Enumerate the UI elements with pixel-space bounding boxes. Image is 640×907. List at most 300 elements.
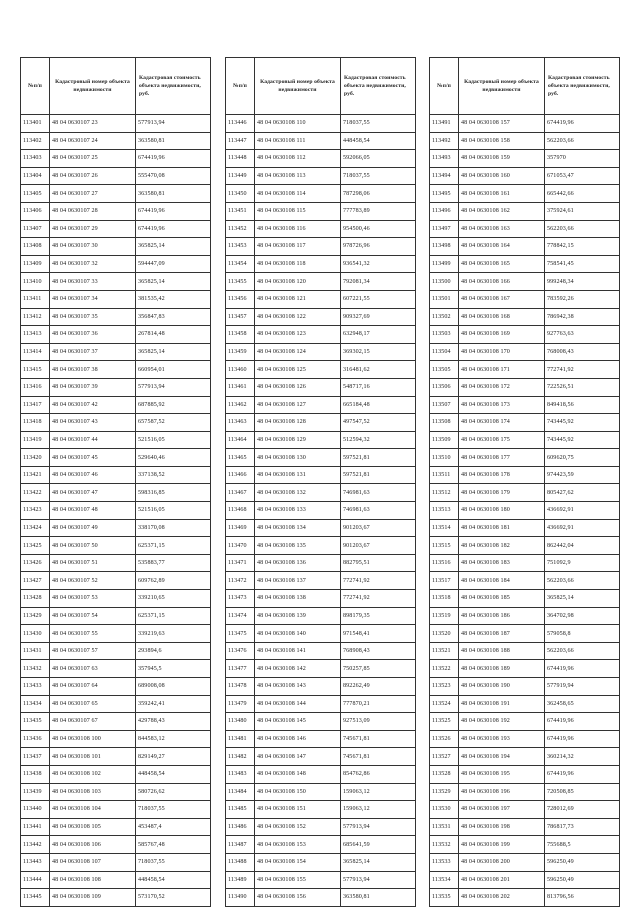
cadastral-number: 48 04 0630108 157: [459, 115, 545, 133]
cadastral-number: 48 04 0630108 161: [459, 185, 545, 203]
cadastral-number: 48 04 0630108 115: [255, 202, 341, 220]
cadastral-number: 48 04 0630108 201: [459, 871, 545, 889]
row-number: 113428: [21, 590, 50, 608]
cadastral-cost: 768008,43: [545, 343, 620, 361]
table-row: [21, 590, 211, 608]
table-row: [226, 554, 416, 572]
cadastral-number: 48 04 0630108 197: [459, 801, 545, 819]
row-number: 113515: [430, 537, 459, 555]
cadastral-cost: 783592,26: [545, 290, 620, 308]
row-number: 113456: [226, 290, 255, 308]
row-number: 113455: [226, 273, 255, 291]
table-row: [226, 783, 416, 801]
table-row: [226, 572, 416, 590]
row-number: 113524: [430, 695, 459, 713]
cadastral-number: 48 04 0630108 181: [459, 519, 545, 537]
table-row: [430, 202, 620, 220]
table-row: [430, 273, 620, 291]
cadastral-cost: 596250,49: [545, 871, 620, 889]
table-row: [430, 378, 620, 396]
table-row: [21, 466, 211, 484]
table-row: [21, 642, 211, 660]
row-number: 113506: [430, 378, 459, 396]
cadastral-number: 48 04 0630108 117: [255, 238, 341, 256]
cadastral-number: 48 04 0630107 44: [50, 431, 136, 449]
row-number: 113479: [226, 695, 255, 713]
row-number: 113403: [21, 150, 50, 168]
cadastral-cost: 901203,67: [341, 537, 416, 555]
cadastral-cost: 521516,05: [136, 431, 211, 449]
row-number: 113408: [21, 238, 50, 256]
row-number: 113405: [21, 185, 50, 203]
table-row: [21, 695, 211, 713]
cadastral-cost: 671053,47: [545, 167, 620, 185]
row-number: 113501: [430, 290, 459, 308]
row-number: 113430: [21, 625, 50, 643]
cadastral-number: 48 04 0630108 133: [255, 502, 341, 520]
cadastral-number: 48 04 0630108 100: [50, 730, 136, 748]
cadastral-cost: 882795,51: [341, 554, 416, 572]
row-number: 113462: [226, 396, 255, 414]
table-row: [226, 642, 416, 660]
table-row: [430, 290, 620, 308]
row-number: 113519: [430, 607, 459, 625]
cadastral-number: 48 04 0630107 45: [50, 449, 136, 467]
table-row: [21, 537, 211, 555]
cadastral-cost: 758541,45: [545, 255, 620, 273]
row-number: 113442: [21, 836, 50, 854]
row-number: 113427: [21, 572, 50, 590]
cadastral-number: 48 04 0630108 172: [459, 378, 545, 396]
table-row: [226, 396, 416, 414]
cadastral-cost: 660954,01: [136, 361, 211, 379]
cadastral-number: 48 04 0630108 120: [255, 273, 341, 291]
row-number: 113406: [21, 202, 50, 220]
table-row: [430, 167, 620, 185]
cadastral-cost: 674419,96: [545, 115, 620, 133]
row-number: 113505: [430, 361, 459, 379]
table-row: [21, 238, 211, 256]
cadastral-cost: 685641,59: [341, 836, 416, 854]
cadastral-cost: 596250,49: [545, 853, 620, 871]
cadastral-cost: 786942,38: [545, 308, 620, 326]
cadastral-number: 48 04 0630108 135: [255, 537, 341, 555]
row-number: 113425: [21, 537, 50, 555]
row-number: 113476: [226, 642, 255, 660]
cadastral-number: 48 04 0630108 185: [459, 590, 545, 608]
cadastral-cost: 927513,09: [341, 713, 416, 731]
row-number: 113429: [21, 607, 50, 625]
cadastral-cost: 892262,49: [341, 678, 416, 696]
cadastral-number: 48 04 0630108 188: [459, 642, 545, 660]
cadastral-cost: 718037,55: [341, 167, 416, 185]
table-row: [226, 730, 416, 748]
row-number: 113477: [226, 660, 255, 678]
row-number: 113407: [21, 220, 50, 238]
table-row: [21, 431, 211, 449]
row-number: 113478: [226, 678, 255, 696]
cadastral-cost: 363580,81: [136, 185, 211, 203]
table-row: [21, 871, 211, 889]
cadastral-number: 48 04 0630107 55: [50, 625, 136, 643]
table-row: [226, 343, 416, 361]
row-number: 113496: [430, 202, 459, 220]
table-row: [21, 801, 211, 819]
row-number: 113401: [21, 115, 50, 133]
table-row: [226, 625, 416, 643]
row-number: 113433: [21, 678, 50, 696]
table-row: [226, 801, 416, 819]
table-row: [226, 167, 416, 185]
cadastral-cost: 746981,63: [341, 502, 416, 520]
cadastral-number: 48 04 0630108 177: [459, 449, 545, 467]
cadastral-number: 48 04 0630107 25: [50, 150, 136, 168]
row-number: 113460: [226, 361, 255, 379]
cadastral-cost: 728012,69: [545, 801, 620, 819]
cadastral-cost: 844583,12: [136, 730, 211, 748]
table-row: [430, 132, 620, 150]
row-number: 113438: [21, 765, 50, 783]
cadastral-number: 48 04 0630107 33: [50, 273, 136, 291]
cadastral-cost: 365825,14: [545, 590, 620, 608]
cadastral-cost: 339210,65: [136, 590, 211, 608]
cadastral-cost: 529640,46: [136, 449, 211, 467]
header-row: [21, 58, 211, 115]
table-row: [430, 695, 620, 713]
cadastral-number: 48 04 0630108 168: [459, 308, 545, 326]
row-number: 113431: [21, 642, 50, 660]
cadastral-cost: 369302,15: [341, 343, 416, 361]
row-number: 113421: [21, 466, 50, 484]
row-number: 113494: [430, 167, 459, 185]
table-row: [226, 202, 416, 220]
cadastral-cost: 718037,55: [136, 801, 211, 819]
cadastral-number: 48 04 0630107 47: [50, 484, 136, 502]
cadastral-cost: 772741,92: [341, 572, 416, 590]
cadastral-table-2: [225, 57, 416, 907]
cadastral-number: 48 04 0630108 156: [255, 889, 341, 907]
cadastral-number: 48 04 0630108 132: [255, 484, 341, 502]
cadastral-number: 48 04 0630108 183: [459, 554, 545, 572]
cadastral-number: 48 04 0630108 196: [459, 783, 545, 801]
row-number: 113418: [21, 414, 50, 432]
cadastral-cost: 577919,94: [545, 678, 620, 696]
table-row: [21, 290, 211, 308]
cadastral-cost: 777870,21: [341, 695, 416, 713]
cadastral-number: 48 04 0630107 27: [50, 185, 136, 203]
cadastral-cost: 357945,5: [136, 660, 211, 678]
row-number: 113449: [226, 167, 255, 185]
cadastral-cost: 594447,09: [136, 255, 211, 273]
table-row: [226, 678, 416, 696]
row-number: 113465: [226, 449, 255, 467]
row-number: 113472: [226, 572, 255, 590]
header-number: №п/п: [226, 58, 255, 115]
cadastral-number: 48 04 0630108 167: [459, 290, 545, 308]
table-row: [226, 378, 416, 396]
table-row: [430, 642, 620, 660]
cadastral-cost: 436692,91: [545, 519, 620, 537]
cadastral-number: 48 04 0630107 35: [50, 308, 136, 326]
row-number: 113526: [430, 730, 459, 748]
cadastral-cost: 597521,81: [341, 466, 416, 484]
row-number: 113459: [226, 343, 255, 361]
cadastral-cost: 592066,05: [341, 150, 416, 168]
table-row: [226, 519, 416, 537]
table-row: [226, 871, 416, 889]
cadastral-cost: 555470,08: [136, 167, 211, 185]
cadastral-number: 48 04 0630108 124: [255, 343, 341, 361]
cadastral-number: 48 04 0630108 147: [255, 748, 341, 766]
cadastral-number: 48 04 0630108 126: [255, 378, 341, 396]
cadastral-table-3: [429, 57, 620, 907]
table-row: [21, 220, 211, 238]
cadastral-cost: 448458,54: [136, 765, 211, 783]
row-number: 113447: [226, 132, 255, 150]
cadastral-number: 48 04 0630108 121: [255, 290, 341, 308]
cadastral-cost: 665184,48: [341, 396, 416, 414]
table-row: [21, 713, 211, 731]
row-number: 113498: [430, 238, 459, 256]
cadastral-cost: 562203,66: [545, 220, 620, 238]
cadastral-cost: 674419,96: [136, 202, 211, 220]
table-row: [430, 326, 620, 344]
table-row: [226, 853, 416, 871]
header-cadastral-number: Кадастровый номер объекта недвижимости: [255, 58, 341, 115]
table-row: [21, 414, 211, 432]
cadastral-number: 48 04 0630108 158: [459, 132, 545, 150]
cadastral-cost: 792081,34: [341, 273, 416, 291]
row-number: 113487: [226, 836, 255, 854]
table-row: [21, 308, 211, 326]
row-number: 113451: [226, 202, 255, 220]
table-row: [430, 484, 620, 502]
cadastral-number: 48 04 0630107 37: [50, 343, 136, 361]
table-row: [430, 466, 620, 484]
table-row: [430, 818, 620, 836]
table-row: [21, 836, 211, 854]
table-row: [226, 115, 416, 133]
cadastral-cost: 365825,14: [136, 238, 211, 256]
table-row: [226, 695, 416, 713]
cadastral-cost: 512594,32: [341, 431, 416, 449]
cadastral-number: 48 04 0630108 184: [459, 572, 545, 590]
row-number: 113488: [226, 853, 255, 871]
cadastral-cost: 674419,96: [136, 220, 211, 238]
cadastral-number: 48 04 0630108 180: [459, 502, 545, 520]
row-number: 113463: [226, 414, 255, 432]
table-row: [21, 361, 211, 379]
table-row: [21, 818, 211, 836]
row-number: 113525: [430, 713, 459, 731]
table-row: [430, 431, 620, 449]
cadastral-cost: 674419,96: [136, 150, 211, 168]
cadastral-cost: 755688,5: [545, 836, 620, 854]
header-cadastral-cost: Кадастровая стоимость объекта недвижимости, руб.: [341, 58, 416, 115]
row-number: 113422: [21, 484, 50, 502]
table-row: [226, 361, 416, 379]
cadastral-cost: 436692,91: [545, 502, 620, 520]
cadastral-cost: 813796,56: [545, 889, 620, 907]
table-row: [226, 273, 416, 291]
row-number: 113423: [21, 502, 50, 520]
cadastral-number: 48 04 0630108 148: [255, 765, 341, 783]
cadastral-cost: 750257,85: [341, 660, 416, 678]
row-number: 113445: [21, 889, 50, 907]
cadastral-cost: 316481,62: [341, 361, 416, 379]
cadastral-number: 48 04 0630108 190: [459, 678, 545, 696]
cadastral-cost: 580726,62: [136, 783, 211, 801]
cadastral-cost: 360214,32: [545, 748, 620, 766]
table-row: [430, 748, 620, 766]
cadastral-number: 48 04 0630108 114: [255, 185, 341, 203]
cadastral-number: 48 04 0630108 194: [459, 748, 545, 766]
cadastral-number: 48 04 0630108 174: [459, 414, 545, 432]
cadastral-number: 48 04 0630107 52: [50, 572, 136, 590]
table-row: [21, 343, 211, 361]
row-number: 113532: [430, 836, 459, 854]
cadastral-number: 48 04 0630107 28: [50, 202, 136, 220]
row-number: 113444: [21, 871, 50, 889]
cadastral-number: 48 04 0630108 178: [459, 466, 545, 484]
row-number: 113535: [430, 889, 459, 907]
cadastral-cost: 787298,06: [341, 185, 416, 203]
cadastral-cost: 597521,81: [341, 449, 416, 467]
row-number: 113466: [226, 466, 255, 484]
cadastral-cost: 159063,12: [341, 801, 416, 819]
cadastral-cost: 805427,62: [545, 484, 620, 502]
cadastral-number: 48 04 0630108 143: [255, 678, 341, 696]
table-row: [430, 396, 620, 414]
cadastral-number: 48 04 0630108 136: [255, 554, 341, 572]
cadastral-number: 48 04 0630108 171: [459, 361, 545, 379]
header-number: №п/п: [21, 58, 50, 115]
table-row: [430, 783, 620, 801]
table-row: [226, 431, 416, 449]
cadastral-number: 48 04 0630108 182: [459, 537, 545, 555]
row-number: 113439: [21, 783, 50, 801]
table-row: [430, 871, 620, 889]
cadastral-cost: 772741,92: [341, 590, 416, 608]
cadastral-number: 48 04 0630107 39: [50, 378, 136, 396]
table-row: [21, 625, 211, 643]
table-row: [21, 484, 211, 502]
cadastral-number: 48 04 0630108 108: [50, 871, 136, 889]
cadastral-number: 48 04 0630107 38: [50, 361, 136, 379]
row-number: 113436: [21, 730, 50, 748]
row-number: 113454: [226, 255, 255, 273]
table-row: [21, 519, 211, 537]
cadastral-number: 48 04 0630108 103: [50, 783, 136, 801]
table-row: [21, 115, 211, 133]
cadastral-number: 48 04 0630108 155: [255, 871, 341, 889]
cadastral-number: 48 04 0630108 164: [459, 238, 545, 256]
table-row: [226, 255, 416, 273]
table-row: [21, 765, 211, 783]
cadastral-number: 48 04 0630108 179: [459, 484, 545, 502]
row-number: 113533: [430, 853, 459, 871]
cadastral-cost: 657587,52: [136, 414, 211, 432]
cadastral-number: 48 04 0630108 175: [459, 431, 545, 449]
cadastral-number: 48 04 0630108 186: [459, 607, 545, 625]
table-row: [226, 765, 416, 783]
cadastral-number: 48 04 0630108 191: [459, 695, 545, 713]
row-number: 113489: [226, 871, 255, 889]
cadastral-number: 48 04 0630107 65: [50, 695, 136, 713]
row-number: 113499: [430, 255, 459, 273]
table-row: [226, 414, 416, 432]
cadastral-number: 48 04 0630108 118: [255, 255, 341, 273]
cadastral-number: 48 04 0630108 169: [459, 326, 545, 344]
table-row: [430, 255, 620, 273]
cadastral-cost: 429788,43: [136, 713, 211, 731]
table-row: [21, 502, 211, 520]
cadastral-cost: 854762,86: [341, 765, 416, 783]
table-row: [226, 326, 416, 344]
row-number: 113404: [21, 167, 50, 185]
table-row: [21, 185, 211, 203]
table-row: [21, 748, 211, 766]
table-row: [430, 343, 620, 361]
cadastral-cost: 365825,14: [341, 853, 416, 871]
cadastral-number: 48 04 0630108 101: [50, 748, 136, 766]
table-row: [226, 132, 416, 150]
row-number: 113529: [430, 783, 459, 801]
row-number: 113435: [21, 713, 50, 731]
cadastral-number: 48 04 0630108 125: [255, 361, 341, 379]
cadastral-cost: 562203,66: [545, 572, 620, 590]
cadastral-number: 48 04 0630108 129: [255, 431, 341, 449]
cadastral-cost: 585767,48: [136, 836, 211, 854]
table-row: [430, 713, 620, 731]
row-number: 113483: [226, 765, 255, 783]
row-number: 113457: [226, 308, 255, 326]
cadastral-number: 48 04 0630108 112: [255, 150, 341, 168]
header-cadastral-number: Кадастровый номер объекта недвижимости: [50, 58, 136, 115]
row-number: 113464: [226, 431, 255, 449]
table-row: [21, 255, 211, 273]
row-number: 113450: [226, 185, 255, 203]
cadastral-number: 48 04 0630108 110: [255, 115, 341, 133]
row-number: 113440: [21, 801, 50, 819]
cadastral-number: 48 04 0630108 170: [459, 343, 545, 361]
row-number: 113497: [430, 220, 459, 238]
cadastral-cost: 786817,73: [545, 818, 620, 836]
table-row: [21, 378, 211, 396]
table-row: [21, 783, 211, 801]
row-number: 113507: [430, 396, 459, 414]
cadastral-cost: 448458,54: [136, 871, 211, 889]
table-row: [430, 449, 620, 467]
cadastral-number: 48 04 0630108 162: [459, 202, 545, 220]
cadastral-cost: 720508,85: [545, 783, 620, 801]
header-row: [226, 58, 416, 115]
header-row: [430, 58, 620, 115]
cadastral-number: 48 04 0630108 122: [255, 308, 341, 326]
table-row: [430, 730, 620, 748]
table-row: [430, 150, 620, 168]
table-row: [226, 466, 416, 484]
table-row: [430, 308, 620, 326]
cadastral-number: 48 04 0630108 160: [459, 167, 545, 185]
table-row: [226, 836, 416, 854]
table-row: [21, 730, 211, 748]
cadastral-cost: 772741,92: [545, 361, 620, 379]
table-row: [430, 590, 620, 608]
row-number: 113446: [226, 115, 255, 133]
cadastral-number: 48 04 0630107 24: [50, 132, 136, 150]
cadastral-number: 48 04 0630108 151: [255, 801, 341, 819]
